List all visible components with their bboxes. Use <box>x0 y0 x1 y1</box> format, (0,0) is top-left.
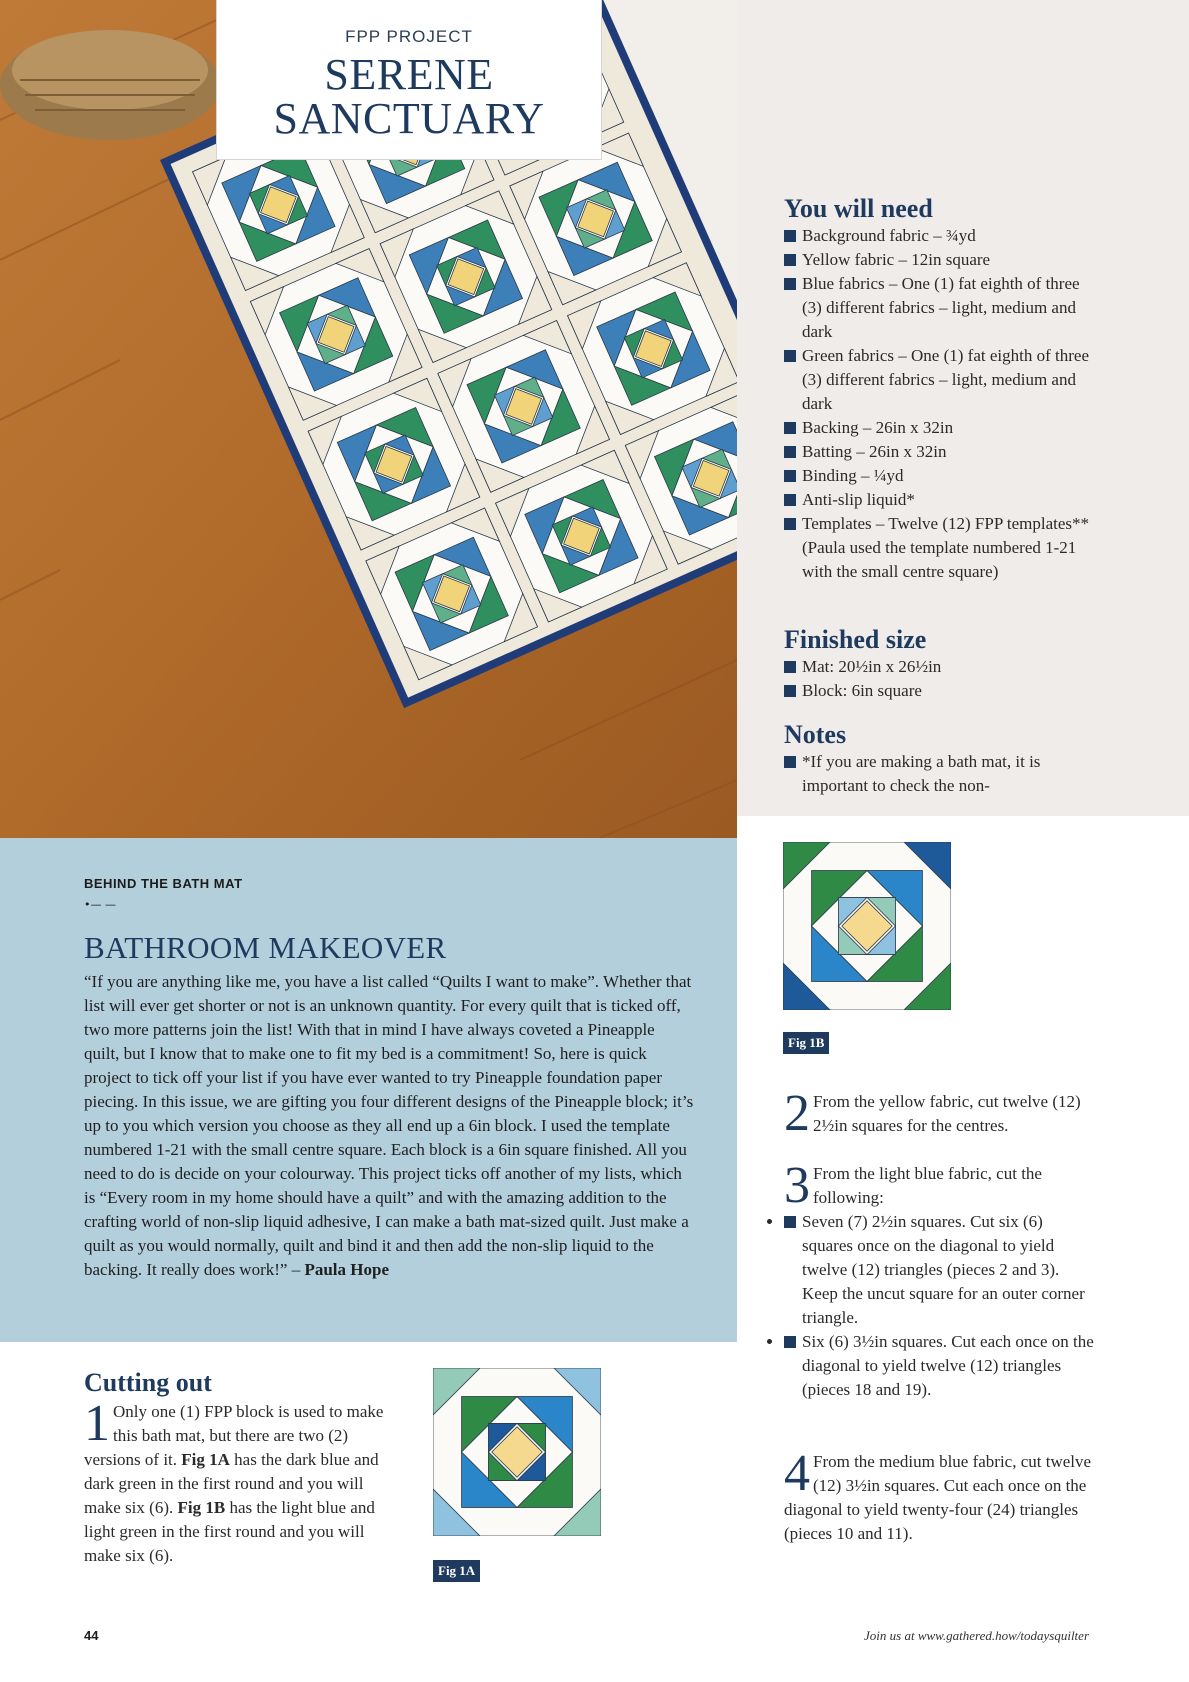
list-item: Yellow fabric – 12in square <box>784 248 1094 272</box>
step-text: Only one (1) FPP block is used to make this bath mat, but there are two (2) versions of it. <box>84 1402 384 1469</box>
you-will-need-list <box>784 224 1094 584</box>
feature-panel <box>0 838 737 1342</box>
step-1 <box>84 1395 384 1568</box>
list-item: Templates – Twelve (12) FPP templates** (Paula used the template numbered 1-21 with the small centre square) <box>784 512 1094 584</box>
step-text: From the medium blue fabric, cut twelve (12) 3½in squares. Cut each once on the diagonal to yield twenty-four (24) triangles (pieces 10 and 11). <box>784 1452 1092 1543</box>
list-item: Mat: 20½in x 26½in <box>784 655 1094 679</box>
step-number: 2 <box>784 1085 810 1142</box>
cutting-out-heading: Cutting out <box>84 1368 212 1397</box>
step-3-list <box>784 1210 1094 1402</box>
list-item: Block: 6in square <box>784 679 1094 703</box>
step-text: has the light blue and light green in the first round and you will make six (6). <box>84 1498 375 1565</box>
finished-size-heading: Finished size <box>784 625 927 654</box>
fig-1b-label: Fig 1B <box>783 1032 829 1054</box>
feature-quote: “If you are anything like me, you have a list called “Quilts I want to make”. Whether that list will ever get shorter or not is an unknown quantity. For every quilt that is ticked off, two more patterns join the list! With that in mind I have always coveted a Pineapple quilt, but I know that to make one to fit my bed is a commitment! So, here is quick project to tick off your list if you have ever wanted to try Pineapple foundation paper piecing. In this issue, we are gifting you four different designs of the Pineapple block; it’s up to you which version you choose as they all end up a 6in block. I used the template numbered 1-21 with the small centre square. Each block is a 6in square finished. All you need to do is decide on your colourway. This project ticks off another of my lists, which is “Every room in my home should have a quilt” and with the amazing addition to the crafting world of non-slip liquid adhesive, I can make a bath mat-sized quilt. Just make a quilt as you would normally, quilt and bind it and then add the non-slip liquid to the backing. It really does work!” <box>84 972 694 1279</box>
step-text: From the light blue fabric, cut the following: <box>813 1164 1042 1207</box>
you-will-need-section <box>784 194 1094 584</box>
list-item: Blue fabrics – One (1) fat eighth of three (3) different fabrics – light, medium and dark <box>784 272 1094 344</box>
notes-section <box>784 720 1094 798</box>
fig-1a-diagram <box>433 1368 601 1541</box>
notes-heading: Notes <box>784 720 847 749</box>
step-2 <box>784 1085 1094 1142</box>
fig-1a-label: Fig 1A <box>433 1560 480 1582</box>
fig-reference: Fig 1A <box>181 1450 230 1469</box>
notes-list <box>784 750 1094 798</box>
list-item: Background fabric – ¾yd <box>784 224 1094 248</box>
list-item: Batting – 26in x 32in <box>784 440 1094 464</box>
feature-dash: – <box>287 1260 305 1279</box>
list-item: Backing – 26in x 32in <box>784 416 1094 440</box>
page-title <box>217 50 601 143</box>
step-text: From the yellow fabric, cut twelve (12) 2½in squares for the centres. <box>813 1092 1081 1135</box>
feature-heading: BATHROOM MAKEOVER <box>84 930 447 965</box>
footer-url: Join us at www.gathered.how/todaysquilter <box>864 1628 1089 1643</box>
feature-author: Paula Hope <box>304 1260 389 1279</box>
step-4 <box>784 1445 1094 1546</box>
feature-body <box>84 970 694 1282</box>
list-item: • Seven (7) 2½in squares. Cut six (6) squares once on the diagonal to yield twelve (12) triangles (pieces 2 and 3). Keep the uncut square for an outer corner triangle. <box>784 1210 1094 1330</box>
step-number: 3 <box>784 1157 810 1214</box>
list-item: Binding – ¼yd <box>784 464 1094 488</box>
step-number: 4 <box>784 1445 810 1502</box>
fig-reference: Fig 1B <box>177 1498 226 1517</box>
dash-decoration: •— — <box>84 898 116 911</box>
you-will-need-heading: You will need <box>784 194 933 223</box>
finished-size-list <box>784 655 1094 703</box>
fig-1b-diagram <box>783 842 951 1015</box>
page-title-line-1: SERENE <box>324 50 494 99</box>
step-text: has the dark blue and dark green in the first round and you will make six (6). <box>84 1450 379 1517</box>
list-item: • Six (6) 3½in squares. Cut each once on the diagonal to yield twelve (12) triangles (pieces 18 and 19). <box>784 1330 1094 1402</box>
title-card <box>216 0 602 160</box>
step-3 <box>784 1157 1094 1402</box>
step-number: 1 <box>84 1395 110 1452</box>
list-item: Green fabrics – One (1) fat eighth of three (3) different fabrics – light, medium and dark <box>784 344 1094 416</box>
page-number: 44 <box>84 1628 99 1643</box>
finished-size-section <box>784 625 1094 703</box>
feature-kicker: BEHIND THE BATH MAT <box>84 876 243 891</box>
section-kicker: FPP PROJECT <box>345 27 473 46</box>
page-title-line-2: SANCTUARY <box>273 94 545 143</box>
list-item: *If you are making a bath mat, it is important to check the non- <box>784 750 1094 798</box>
list-item: Anti-slip liquid* <box>784 488 1094 512</box>
